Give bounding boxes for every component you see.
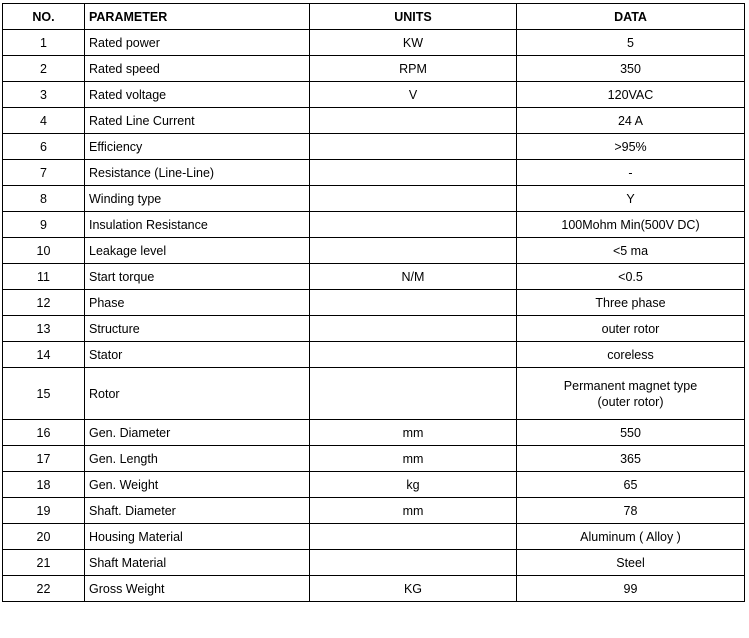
cell-units: kg	[310, 472, 517, 498]
cell-no: 15	[3, 368, 85, 420]
cell-no: 11	[3, 264, 85, 290]
cell-no: 20	[3, 524, 85, 550]
cell-units: mm	[310, 420, 517, 446]
cell-parameter: Housing Material	[85, 524, 310, 550]
cell-units	[310, 160, 517, 186]
table-row	[3, 524, 745, 550]
cell-parameter: Gen. Weight	[85, 472, 310, 498]
cell-data: 24 A	[517, 108, 745, 134]
cell-units: N/M	[310, 264, 517, 290]
table-row	[3, 186, 745, 212]
table-row	[3, 368, 745, 420]
cell-data: 120VAC	[517, 82, 745, 108]
cell-parameter: Start torque	[85, 264, 310, 290]
cell-no: 14	[3, 342, 85, 368]
cell-no: 4	[3, 108, 85, 134]
cell-no: 18	[3, 472, 85, 498]
table-row	[3, 472, 745, 498]
table-row	[3, 56, 745, 82]
cell-no: 7	[3, 160, 85, 186]
table-row	[3, 160, 745, 186]
cell-units: mm	[310, 498, 517, 524]
cell-parameter: Stator	[85, 342, 310, 368]
cell-parameter: Rotor	[85, 368, 310, 420]
cell-parameter: Phase	[85, 290, 310, 316]
cell-parameter: Structure	[85, 316, 310, 342]
cell-data: 100Mohm Min(500V DC)	[517, 212, 745, 238]
header-parameter: PARAMETER	[85, 4, 310, 30]
cell-no: 19	[3, 498, 85, 524]
cell-parameter: Resistance (Line-Line)	[85, 160, 310, 186]
cell-units	[310, 342, 517, 368]
table-row	[3, 342, 745, 368]
cell-units: mm	[310, 446, 517, 472]
cell-data: outer rotor	[517, 316, 745, 342]
cell-data: >95%	[517, 134, 745, 160]
cell-data: <0.5	[517, 264, 745, 290]
cell-parameter: Gross Weight	[85, 576, 310, 602]
cell-units	[310, 238, 517, 264]
cell-parameter: Rated power	[85, 30, 310, 56]
cell-no: 1	[3, 30, 85, 56]
cell-units	[310, 316, 517, 342]
cell-units: KG	[310, 576, 517, 602]
cell-parameter: Leakage level	[85, 238, 310, 264]
table-row	[3, 446, 745, 472]
table-row	[3, 264, 745, 290]
cell-parameter: Rated speed	[85, 56, 310, 82]
table-row	[3, 550, 745, 576]
cell-data: Permanent magnet type (outer rotor)	[517, 368, 745, 420]
cell-data: Three phase	[517, 290, 745, 316]
cell-units	[310, 524, 517, 550]
cell-units	[310, 134, 517, 160]
cell-no: 2	[3, 56, 85, 82]
table-row	[3, 30, 745, 56]
table-row	[3, 576, 745, 602]
table-row	[3, 290, 745, 316]
cell-units	[310, 550, 517, 576]
cell-data: 550	[517, 420, 745, 446]
cell-units: KW	[310, 30, 517, 56]
cell-no: 12	[3, 290, 85, 316]
cell-units: V	[310, 82, 517, 108]
cell-data: -	[517, 160, 745, 186]
cell-parameter: Shaft Material	[85, 550, 310, 576]
table-row	[3, 82, 745, 108]
cell-units	[310, 368, 517, 420]
cell-parameter: Rated Line Current	[85, 108, 310, 134]
cell-parameter: Shaft. Diameter	[85, 498, 310, 524]
cell-data: 350	[517, 56, 745, 82]
cell-data: 65	[517, 472, 745, 498]
cell-no: 17	[3, 446, 85, 472]
table-row	[3, 212, 745, 238]
header-no: NO.	[3, 4, 85, 30]
cell-no: 9	[3, 212, 85, 238]
header-units: UNITS	[310, 4, 517, 30]
cell-units	[310, 290, 517, 316]
cell-units: RPM	[310, 56, 517, 82]
cell-parameter: Gen. Length	[85, 446, 310, 472]
cell-no: 13	[3, 316, 85, 342]
cell-data: Aluminum ( Alloy )	[517, 524, 745, 550]
cell-data: 5	[517, 30, 745, 56]
cell-data: coreless	[517, 342, 745, 368]
cell-no: 3	[3, 82, 85, 108]
cell-data: 99	[517, 576, 745, 602]
cell-data: <5 ma	[517, 238, 745, 264]
cell-parameter: Insulation Resistance	[85, 212, 310, 238]
cell-parameter: Rated voltage	[85, 82, 310, 108]
table-row	[3, 316, 745, 342]
spec-table	[2, 3, 745, 602]
table-row	[3, 498, 745, 524]
cell-data: 78	[517, 498, 745, 524]
cell-parameter: Winding type	[85, 186, 310, 212]
cell-parameter: Efficiency	[85, 134, 310, 160]
cell-data: 365	[517, 446, 745, 472]
header-data: DATA	[517, 4, 745, 30]
cell-no: 6	[3, 134, 85, 160]
cell-data: Steel	[517, 550, 745, 576]
cell-no: 10	[3, 238, 85, 264]
cell-no: 8	[3, 186, 85, 212]
table-row	[3, 108, 745, 134]
header-row	[3, 4, 745, 30]
cell-data: Y	[517, 186, 745, 212]
cell-no: 21	[3, 550, 85, 576]
cell-parameter: Gen. Diameter	[85, 420, 310, 446]
table-row	[3, 134, 745, 160]
table-body	[3, 30, 745, 602]
table-row	[3, 420, 745, 446]
cell-no: 16	[3, 420, 85, 446]
cell-units	[310, 212, 517, 238]
cell-no: 22	[3, 576, 85, 602]
cell-units	[310, 108, 517, 134]
cell-units	[310, 186, 517, 212]
table-row	[3, 238, 745, 264]
